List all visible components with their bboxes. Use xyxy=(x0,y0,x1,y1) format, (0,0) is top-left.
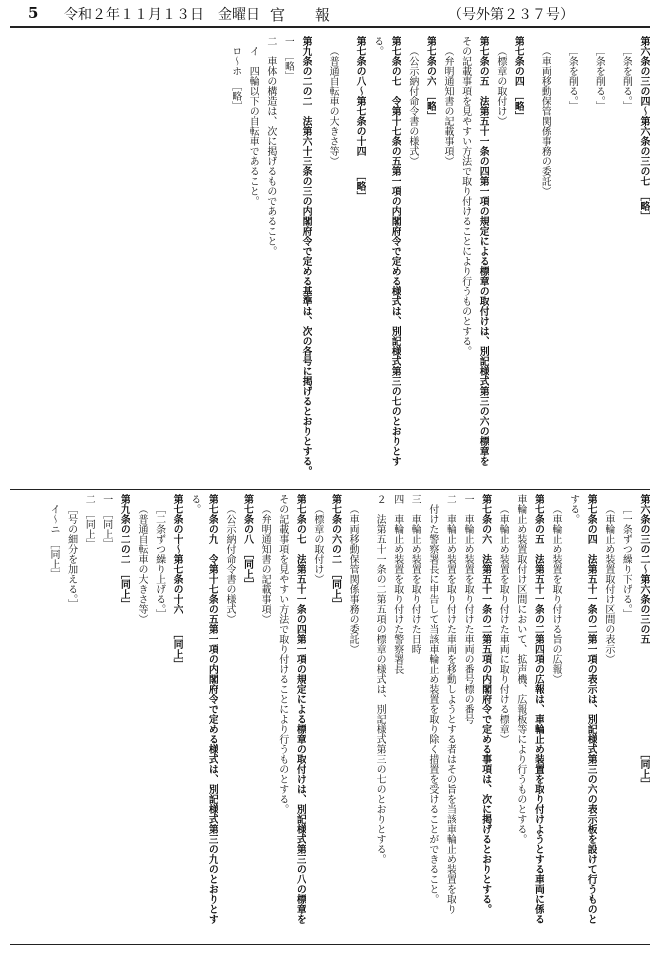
text-column: （弁明通知書の記載事項） xyxy=(259,504,271,624)
text-column: （弁明通知書の記載事項） xyxy=(442,46,454,166)
text-column: 第七条の九 令第十七条の五第一項の内閣府令で定める様式は、別記様式第三の九のとおりとす xyxy=(206,494,218,924)
text-column: その記載事項を見やすい方法で取り付けることにより行うものとする。 xyxy=(459,36,471,356)
text-column: （車輪止め装置を取り付けた車両に取り付ける標章） xyxy=(497,504,509,744)
text-column: 第七条の七 法第五十一条の四第一項の規定による標章の取付けは、別記様式第三の八の標章を xyxy=(294,494,306,924)
text-column: イ～ニ ［同上］ xyxy=(48,504,59,579)
text-column: る。 xyxy=(371,36,383,56)
text-column: 第七条の七 令第十七条の五第一項の内閣府令で定める様式は、別記様式第三の七のとおりとす xyxy=(389,36,401,466)
text-column: 一 車輪止め装置を取り付けた車両の番号標の番号 xyxy=(462,494,474,724)
text-column: 二 車体の構造は、次に掲げるものであること。 xyxy=(264,36,276,256)
text-column: 二 ［同上］ xyxy=(83,494,95,549)
publication-date: 令和２年１１月１３日 金曜日 xyxy=(64,7,260,23)
text-column: （車両移動保管関係事務の委託） xyxy=(539,46,551,196)
text-column: ２ 法第五十一条の二第五項の標章の様式は、別記様式第三の七のとおりとする。 xyxy=(374,494,386,864)
text-column: 第九条の二の二 法第六十三条の三の内閣府令で定める基準は、次の各号に掲げるとおりとする。 xyxy=(300,36,312,476)
section-divider xyxy=(10,489,650,490)
text-column: （公示納付命令書の様式） xyxy=(223,504,235,624)
text-column: 第九条の二の二 ［同上］ xyxy=(118,494,130,609)
text-column: イ 四輪以下の自転車であること。 xyxy=(247,46,259,206)
text-column: 第七条の八 ［同上］ xyxy=(241,494,253,589)
text-column: 付けた警察署長に申告して当該車輪止め装置を取り除く措置を受けることができること。 xyxy=(426,504,438,904)
text-column: 第六条の三の二～第六条の三の五 ［同上］ xyxy=(638,494,649,789)
text-column: 四 車輪止め装置を取り付けた警察署長 xyxy=(391,494,403,674)
text-column: ［条を削る。］ xyxy=(566,46,578,111)
text-column: （公示納付命令書の様式） xyxy=(406,46,418,166)
text-column: （普通自転車の大きさ等） xyxy=(327,46,339,166)
text-column: （標章の取付け） xyxy=(311,504,323,584)
text-column: 二 車輪止め装置を取り付けた車両を移動しようとする者はその旨を当該車輪止め装置を取り xyxy=(444,494,456,914)
page-header xyxy=(0,0,660,28)
text-column: 第七条の四 法第五十一条の二第一項の表示は、別記様式第三の六の表示板を設けて行うものと xyxy=(585,494,597,924)
text-column: 一 ［同上］ xyxy=(100,494,112,549)
text-column: ［二条ずつ繰り上げる。］ xyxy=(153,504,165,619)
text-column: 第七条の五 法第五十一条の二第四項の広報は、車輪止め装置を取り付けようとする車両に係る xyxy=(532,494,544,924)
text-column: （標章の取付け） xyxy=(494,46,506,126)
footer-rule xyxy=(10,944,650,945)
text-column: （車両移動保管関係事務の委託） xyxy=(347,504,359,654)
text-column: ［条を削る。］ xyxy=(593,46,605,111)
text-column: 一 ［略］ xyxy=(282,36,294,81)
text-column: ロ～ホ ［略］ xyxy=(229,46,241,111)
text-column: 三 車輪止め装置を取り付けた日時 xyxy=(409,494,421,654)
text-column: ［一条ずつ繰り下げる。］ xyxy=(620,504,632,619)
text-column: 第七条の六 ［略］ xyxy=(424,36,436,121)
text-column: 第六条の三の四～第六条の三の七 ［略］ xyxy=(638,36,649,221)
original-text-section xyxy=(10,494,650,938)
text-column: 第七条の五 法第五十一条の四第一項の規定による標章の取付けは、別記様式第三の六の標章を xyxy=(477,36,489,466)
text-column: その記載事項を見やすい方法で取り付けることにより行うものとする。 xyxy=(276,494,288,814)
issue-number: （号外第２３７号） xyxy=(448,7,574,23)
text-column: る。 xyxy=(188,494,200,514)
amended-text-section xyxy=(10,36,650,484)
page-number: 5 xyxy=(28,4,39,22)
text-column: する。 xyxy=(567,494,579,524)
gazette-title: 官報 xyxy=(270,6,361,24)
text-column: 車輪止め装置取付け区間において、拡声機、広報板等により行うものとする。 xyxy=(514,494,526,844)
text-column: 第七条の十～第七条の十六 ［同上］ xyxy=(171,494,183,669)
text-column: 第七条の六 法第五十一条の二第五項の内閣府令で定める事項は、次に掲げるとおりとする。 xyxy=(479,494,491,914)
text-column: 第七条の八～第七条の十四 ［略］ xyxy=(354,36,366,201)
text-column: ［号の細分を加える。］ xyxy=(65,504,77,609)
text-column: （車輪止め装置取付け区間の表示） xyxy=(602,504,614,664)
text-column: （普通自転車の大きさ等） xyxy=(135,504,147,624)
text-column: 第七条の四 ［略］ xyxy=(512,36,524,121)
text-column: （車輪止め装置を取り付ける旨の広報） xyxy=(550,504,562,684)
text-column: 第七条の六の二 ［同上］ xyxy=(329,494,341,609)
text-column: ［条を削る。］ xyxy=(620,46,632,111)
header-rule xyxy=(10,26,650,28)
